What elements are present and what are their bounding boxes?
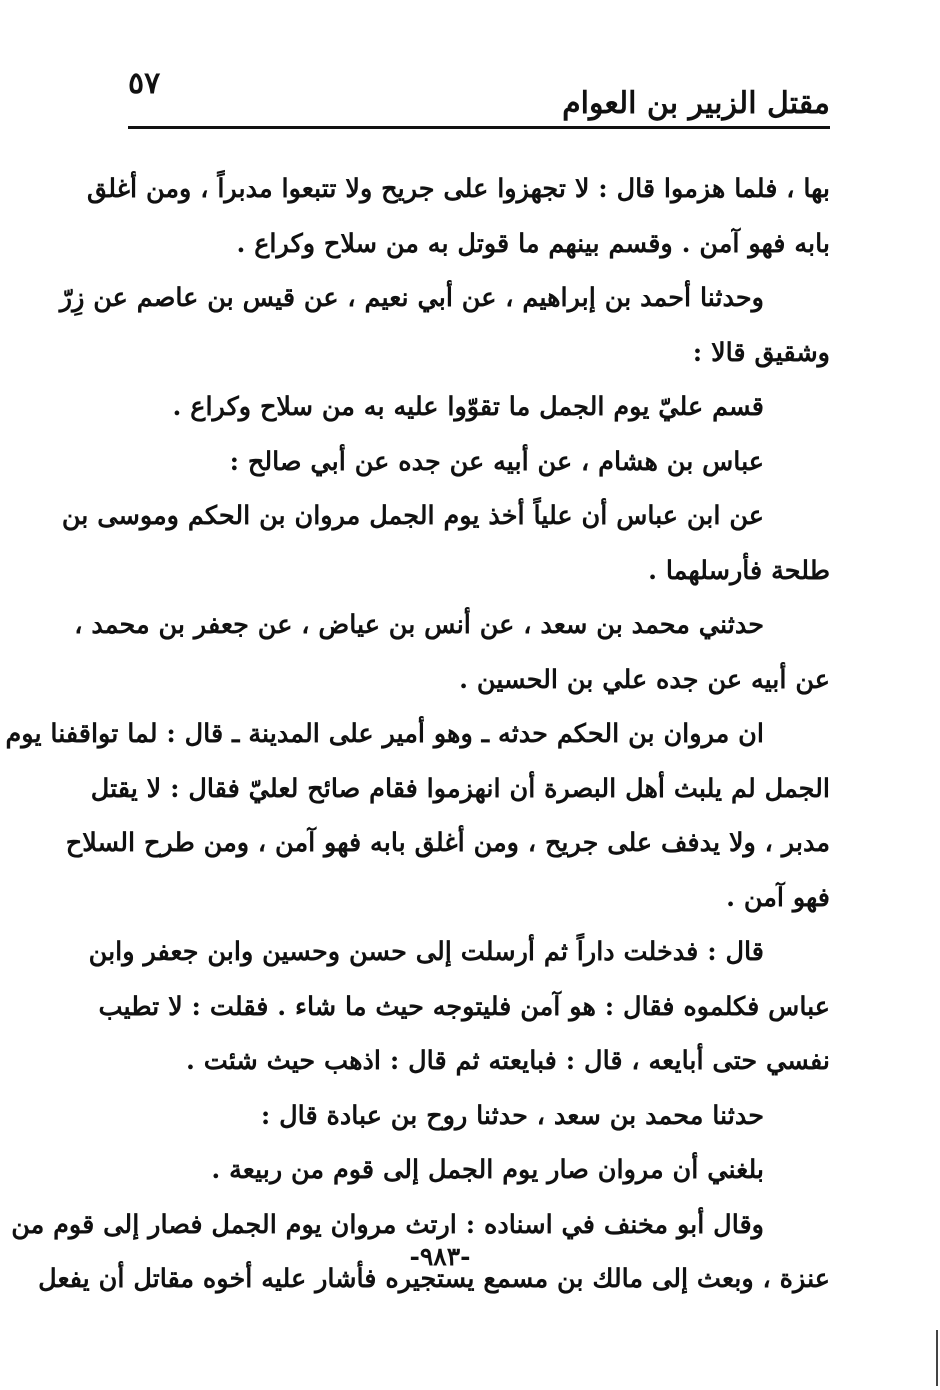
text-line: حدثني محمد بن سعد ، عن أنس بن عياض ، عن جعفر بن محمد ،	[74, 610, 764, 640]
page-number-bottom: -٩٨٣-	[409, 1242, 471, 1271]
text-line: بلغني أن مروان صار يوم الجمل إلى قوم من ربيعة .	[211, 1155, 764, 1185]
scan-edge-mark	[936, 1330, 938, 1386]
text-line: عن أبيه عن جده علي بن الحسين .	[459, 664, 830, 695]
text-line: قسم عليّ يوم الجمل ما تقوّوا عليه به من سلاح وكراع .	[172, 392, 764, 422]
text-line: حدثنا محمد بن سعد ، حدثنا روح بن عبادة قال :	[260, 1100, 764, 1131]
text-line: عباس بن هشام ، عن أبيه عن جده عن أبي صالح :	[229, 446, 764, 477]
text-line: طلحة فأرسلهما .	[648, 555, 830, 586]
body-text	[5, 162, 830, 1307]
running-header-title: مقتل الزبير بن العوام	[562, 86, 830, 121]
text-line: عباس فكلموه فقال : هو آمن فليتوجه حيث ما شاء . فقلت : لا تطيب	[98, 991, 830, 1022]
text-line: بها ، فلما هزموا قال : لا تجهزوا على جريح ولا تتبعوا مدبراً ، ومن أغلق	[86, 174, 830, 204]
text-line: ان مروان بن الحكم حدثه ـ وهو أمير على المدينة ـ قال : لما تواقفنا يوم	[5, 719, 764, 749]
text-line: وقال أبو مخنف في اسناده : ارتث مروان يوم الجمل فصار إلى قوم من	[11, 1209, 764, 1240]
text-line: عنزة ، وبعث إلى مالك بن مسمع يستجيره فأشار عليه أخوه مقاتل أن يفعل	[38, 1264, 830, 1294]
text-line: فهو آمن .	[726, 882, 830, 913]
text-line: وشقيق قالا :	[692, 337, 830, 368]
text-line: عن ابن عباس أن علياً أخذ يوم الجمل مروان بن الحكم وموسى بن	[61, 501, 764, 531]
text-line: مدبر ، ولا يدفف على جريح ، ومن أغلق بابه فهو آمن ، ومن طرح السلاح	[65, 828, 830, 858]
page-number-top: ٥٧	[128, 66, 161, 101]
text-line: الجمل لم يلبث أهل البصرة أن انهزموا فقام صائح لعليّ فقال : لا يقتل	[90, 773, 830, 804]
text-line: وحدثنا أحمد بن إبراهيم ، عن أبي نعيم ، عن قيس بن عاصم عن زِرّ	[59, 283, 764, 313]
text-line: قال : فدخلت داراً ثم أرسلت إلى حسن وحسين وابن جعفر وابن	[88, 937, 764, 967]
text-line: نفسي حتى أبايعه ، قال : فبايعته ثم قال : اذهب حيث شئت .	[185, 1046, 830, 1076]
header-rule	[128, 126, 830, 129]
text-line: بابه فهو آمن . وقسم بينهم ما قوتل به من سلاح وكراع .	[236, 228, 830, 259]
